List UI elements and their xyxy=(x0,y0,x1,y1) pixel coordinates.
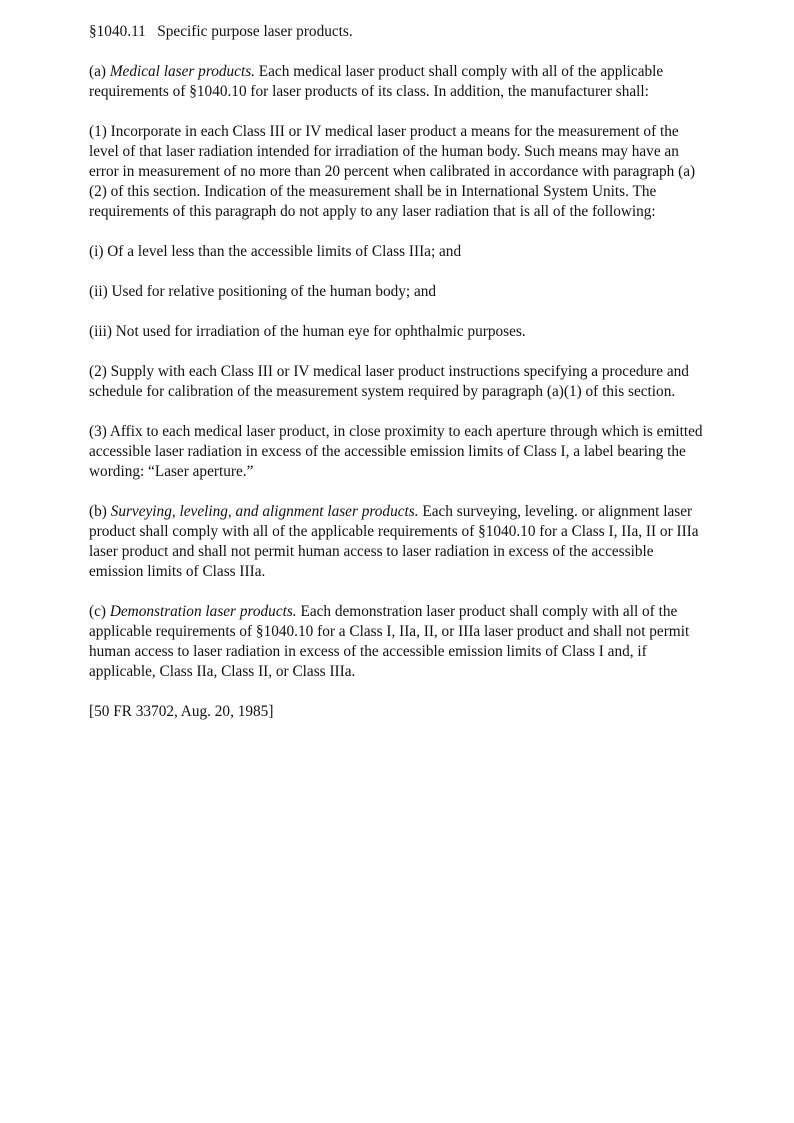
paragraph-a2: (2) Supply with each Class III or IV medical laser product instructions specifying a procedure and schedule for calibration of the measurement system required by paragraph (a)(1) of this section. xyxy=(89,363,689,400)
paragraph-b-heading: Surveying, leveling, and alignment laser products. xyxy=(110,503,419,520)
paragraph-c-heading: Demonstration laser products. xyxy=(109,603,297,620)
paragraph-a-label: (a) xyxy=(89,63,106,80)
paragraph-a1-iii: (iii) Not used for irradiation of the human eye for ophthalmic purposes. xyxy=(89,323,526,340)
paragraph-b-label: (b) xyxy=(89,503,107,520)
paragraph-a-heading: Medical laser products. xyxy=(109,63,255,80)
paragraph-c-label: (c) xyxy=(89,603,106,620)
document-page xyxy=(89,22,705,742)
paragraph-a xyxy=(89,62,705,102)
paragraph-c-text: Each demonstration laser product shall comply with all of the applicable requirements of §1040.10 for a Class I, IIa, II, or IIIa laser product and shall not permit human access to laser radiation in excess of the accessible emission limits of Class I and, if applicable, Class IIa, Class II, or Class IIIa. xyxy=(89,603,690,680)
section-heading xyxy=(89,22,705,42)
paragraph-a1: (1) Incorporate in each Class III or IV medical laser product a means for the measurement of the level of that laser radiation intended for irradiation of the human body. Such means may have an error in measurement of no more than 20 percent when calibrated in accordance with paragraph (a)(2) of this section. Indication of the measurement shall be in International System Units. The requirements of this paragraph do not apply to any laser radiation that is all of the following: xyxy=(89,123,696,220)
paragraph-a3: (3) Affix to each medical laser product, in close proximity to each aperture through which is emitted accessible laser radiation in excess of the accessible emission limits of Class I, a label bearing the wording: “Laser aperture.” xyxy=(89,423,703,480)
paragraph-c xyxy=(89,602,705,682)
citation: [50 FR 33702, Aug. 20, 1985] xyxy=(89,703,274,720)
paragraph-b xyxy=(89,502,705,582)
paragraph-a1-i: (i) Of a level less than the accessible limits of Class IIIa; and xyxy=(89,243,462,260)
paragraph-a-text: Each medical laser product shall comply with all of the applicable requirements of §1040.10 for laser products of its class. In addition, the manufacturer shall: xyxy=(89,63,664,100)
paragraph-a1-ii: (ii) Used for relative positioning of the human body; and xyxy=(89,283,437,300)
paragraph-b-text: Each surveying, leveling. or alignment laser product shall comply with all of the applicable requirements of §1040.10 for a Class I, IIa, II or IIIa laser product and shall not permit human access to laser radiation in excess of the accessible emission limits of Class IIIa. xyxy=(89,503,699,580)
section-title: Specific purpose laser products. xyxy=(157,23,353,40)
section-number: §1040.11 xyxy=(89,23,146,40)
